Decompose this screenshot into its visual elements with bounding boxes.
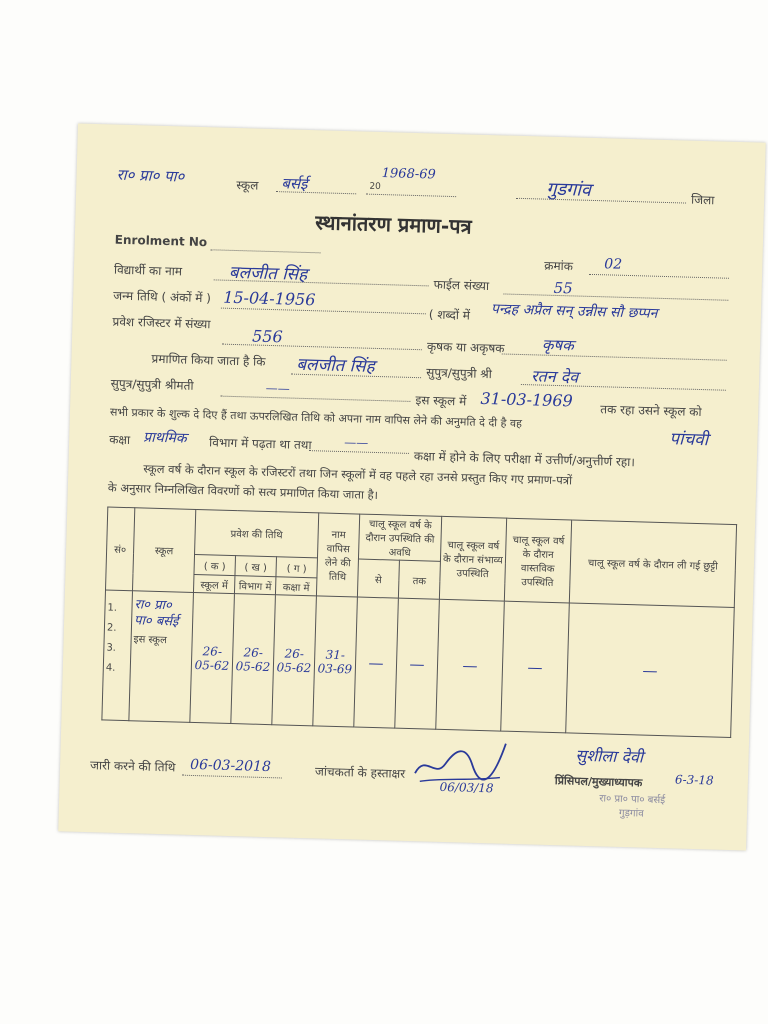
school-stamp: रा० प्रा० पा० बर्सई गुड़गांव <box>599 793 666 820</box>
header-school: स्कूल <box>132 508 195 593</box>
cell-dash: — <box>368 653 384 672</box>
file-no-value: 55 <box>553 278 573 298</box>
dept-suffix: विभाग में पढ़ता था तथा <box>208 435 312 453</box>
header-in-class: कक्षा में <box>275 577 316 596</box>
header-actual-att: चालू स्कूल वर्ष के दौरान वास्तविक उपस्थिति <box>504 518 571 603</box>
dob-words-label: ( शब्दों में <box>428 307 471 323</box>
year-prefix: 20 <box>369 181 381 193</box>
header-ga: ( ग ) <box>276 557 318 578</box>
row3-printed: इस स्कूल <box>133 634 167 647</box>
header-in-school: स्कूल में <box>193 574 234 593</box>
occupation-value: कृषक <box>541 335 574 355</box>
principal-label: प्रिंसिपल/मुख्याध्यापक <box>554 774 643 790</box>
header-sno: सं० <box>106 507 135 591</box>
parent-label: सुपुत्र/सुपुत्री श्री <box>426 365 493 382</box>
student-name: बलजीत सिंह <box>228 262 308 285</box>
fees-line: सभी प्रकार के शुल्क दे दिए हैं तथा ऊपरलिखित तिथि को अपना नाम वापिस लेने की अनुमति दे दी है वह <box>109 405 523 431</box>
table-school-name: रा० प्रा० पा० बर्सई <box>133 597 179 630</box>
withdraw-date: 31-03-69 <box>317 647 353 676</box>
mother-label: सुपुत्र/सुपुत्री श्रीमती <box>110 376 194 393</box>
session-year: 1968-69 <box>381 166 436 183</box>
file-no-label: फाईल संख्या <box>433 277 490 294</box>
dob-label: जन्म तिथि ( अंकों में ) <box>113 288 212 306</box>
district-name: गुडगांव <box>546 178 592 201</box>
register-line-1: स्कूल वर्ष के दौरान स्कूल के रजिस्टरों तथा जिन स्कूलों में वह पहले रहा उनसे प्रस्तुत किए गए प्रमाण-पत्रों <box>143 461 573 488</box>
class-passed: पांचवी <box>669 429 709 451</box>
details-table <box>101 507 737 739</box>
header-withdraw: नाम वापिस लेने की तिथि <box>316 513 359 597</box>
header-admission-date: प्रवेश की तिथि <box>195 509 319 557</box>
cell-dash: — <box>462 655 478 675</box>
date-in-dept: 26-05-62 <box>235 644 271 674</box>
class-label: कक्षा <box>109 432 131 448</box>
stayed-value: 31-03-1969 <box>480 388 573 411</box>
admission-reg-label: प्रवेश रजिस्टर में संख्या <box>112 314 211 332</box>
cell-dash: — <box>527 657 543 677</box>
header-leave: चालू स्कूल वर्ष के दौरान ली गई छुट्टी <box>569 520 736 608</box>
school-label: स्कूल <box>236 177 259 193</box>
cell-dash: — <box>409 654 425 673</box>
header-attendance-period: चालू स्कूल वर्ष के दौरान उपस्थिति की अवधि <box>358 514 441 561</box>
stayed-suffix: तक रहा उसने स्कूल को <box>600 402 702 420</box>
page-title: स्थानांतरण प्रमाण-पत्र <box>315 210 472 239</box>
header-from: से <box>357 559 399 598</box>
student-name-label: विद्यार्थी का नाम <box>113 262 183 279</box>
dob-words-value: पन्द्रह अप्रैल सन् उन्नीस सौ छप्पन <box>490 301 658 322</box>
admission-reg-value: 556 <box>251 326 283 347</box>
exam-line: कक्षा में होने के लिए परीक्षा में उत्तीर्ण/अनुत्तीर्ण रहा। <box>413 449 636 470</box>
row-number: 4. <box>105 662 116 674</box>
dob-value: 15-04-1956 <box>222 287 316 310</box>
date-in-school: 26-05-62 <box>194 643 230 673</box>
parent-name: रतन देव <box>530 366 579 387</box>
row-number: 2. <box>106 622 117 634</box>
row-number: 1. <box>107 602 118 614</box>
issue-date-label: जारी करने की तिथि <box>89 758 176 775</box>
header-to: तक <box>398 560 440 599</box>
date-in-class: 26-05-62 <box>276 646 312 675</box>
header-kha: ( ख ) <box>235 556 277 577</box>
header-ka: ( क ) <box>194 554 236 575</box>
register-line-2: के अनुसार निम्नलिखित विवरणों को सत्य प्रमाणित किया जाता है। <box>107 480 379 503</box>
checker-date: 06/03/18 <box>439 779 494 796</box>
school-name: बर्सई <box>281 174 308 193</box>
school-type: रा० प्रा० पा० <box>116 165 185 186</box>
certificate-paper <box>58 124 766 851</box>
issue-date: 06-03-2018 <box>189 756 272 776</box>
serial-value: 02 <box>604 256 623 273</box>
certify-label: प्रमाणित किया जाता है कि <box>151 351 266 369</box>
dept-dash: —— <box>344 435 369 450</box>
row-number: 3. <box>106 642 117 654</box>
enrolment-label: Enrolment No <box>114 232 208 250</box>
principal-date: 6-3-18 <box>674 772 714 788</box>
header-in-dept: विभाग में <box>234 576 275 595</box>
occupation-label: कृषक या अकृषक <box>426 339 505 356</box>
certify-name: बलजीत सिंह <box>296 354 375 377</box>
stayed-label: इस स्कूल में <box>415 393 467 409</box>
serial-label: क्रमांक <box>544 258 574 274</box>
principal-name: सुशीला देवी <box>575 745 644 767</box>
dept-value: प्राथमिक <box>143 429 187 447</box>
district-label: जिला <box>690 192 715 208</box>
checker-label: जांचकर्ता के हस्ताक्षर <box>314 764 406 781</box>
header-possible-att: चालू स्कूल वर्ष के दौरान संभाव्य उपस्थिति <box>439 516 506 601</box>
mother-value: —— <box>265 380 290 396</box>
cell-dash: — <box>642 661 658 680</box>
